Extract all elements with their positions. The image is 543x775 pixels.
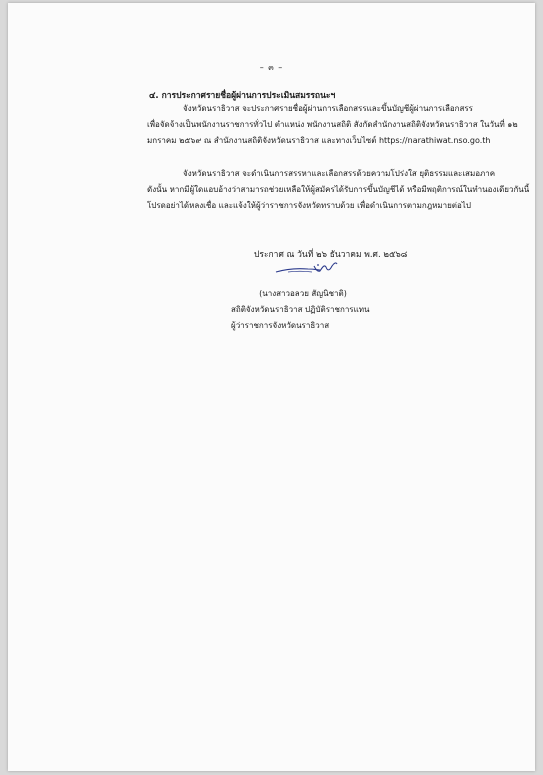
document-page: [8, 3, 535, 771]
paragraph-announcement-date: [147, 101, 518, 149]
paragraph-line: เพื่อจัดจ้างเป็นพนักงานราชการทั่วไป ตำแหน่ง พนักงานสถิติ สังกัดสำนักงานสถิติจังหวัดนราธิวาส ในวันที่ ๑๒: [147, 120, 518, 129]
paragraph-line: จังหวัดนราธิวาส จะดำเนินการสรรหาและเลือกสรรด้วยความโปร่งใส ยุติธรรมและเสมอภาค: [183, 169, 496, 178]
signer-position: ผู้ว่าราชการจังหวัดนราธิวาส: [231, 321, 330, 330]
paragraph-transparency-notice: [147, 166, 530, 214]
page-number: – ๓ –: [259, 63, 284, 72]
paragraph-line: โปรดอย่าได้หลงเชื่อ และแจ้งให้ผู้ว่าราชการจังหวัดทราบด้วย เพื่อดำเนินการตามกฎหมายต่อไป: [147, 201, 471, 210]
section-heading: ๔. การประกาศรายชื่อผู้ผ่านการประเมินสมรรถนะฯ: [149, 91, 336, 101]
handwritten-signature: [274, 258, 344, 282]
paragraph-line: จังหวัดนราธิวาส จะประกาศรายชื่อผู้ผ่านการเลือกสรรและขึ้นบัญชีผู้ผ่านการเลือกสรร: [183, 104, 473, 113]
announcement-date: ประกาศ ณ วันที่ ๒๖ ธันวาคม พ.ศ. ๒๕๖๘: [254, 250, 408, 260]
signature-block: [223, 286, 383, 334]
signer-name: (นางสาวอลวย สัญนิชาติ): [259, 289, 347, 298]
signer-position: สถิติจังหวัดนราธิวาส ปฏิบัติราชการแทน: [231, 305, 370, 314]
paragraph-line: มกราคม ๒๕๖๙ ณ สำนักงานสถิติจังหวัดนราธิวาส และทางเว็บไซต์ https://narathiwat.nso.go.th: [147, 136, 491, 145]
paragraph-line: ดังนั้น หากมีผู้ใดแอบอ้างว่าสามารถช่วยเหลือให้ผู้สมัครได้รับการขึ้นบัญชีได้ หรือมีพฤติการณ์ในทำนองเดียวกันนี้: [147, 185, 530, 194]
